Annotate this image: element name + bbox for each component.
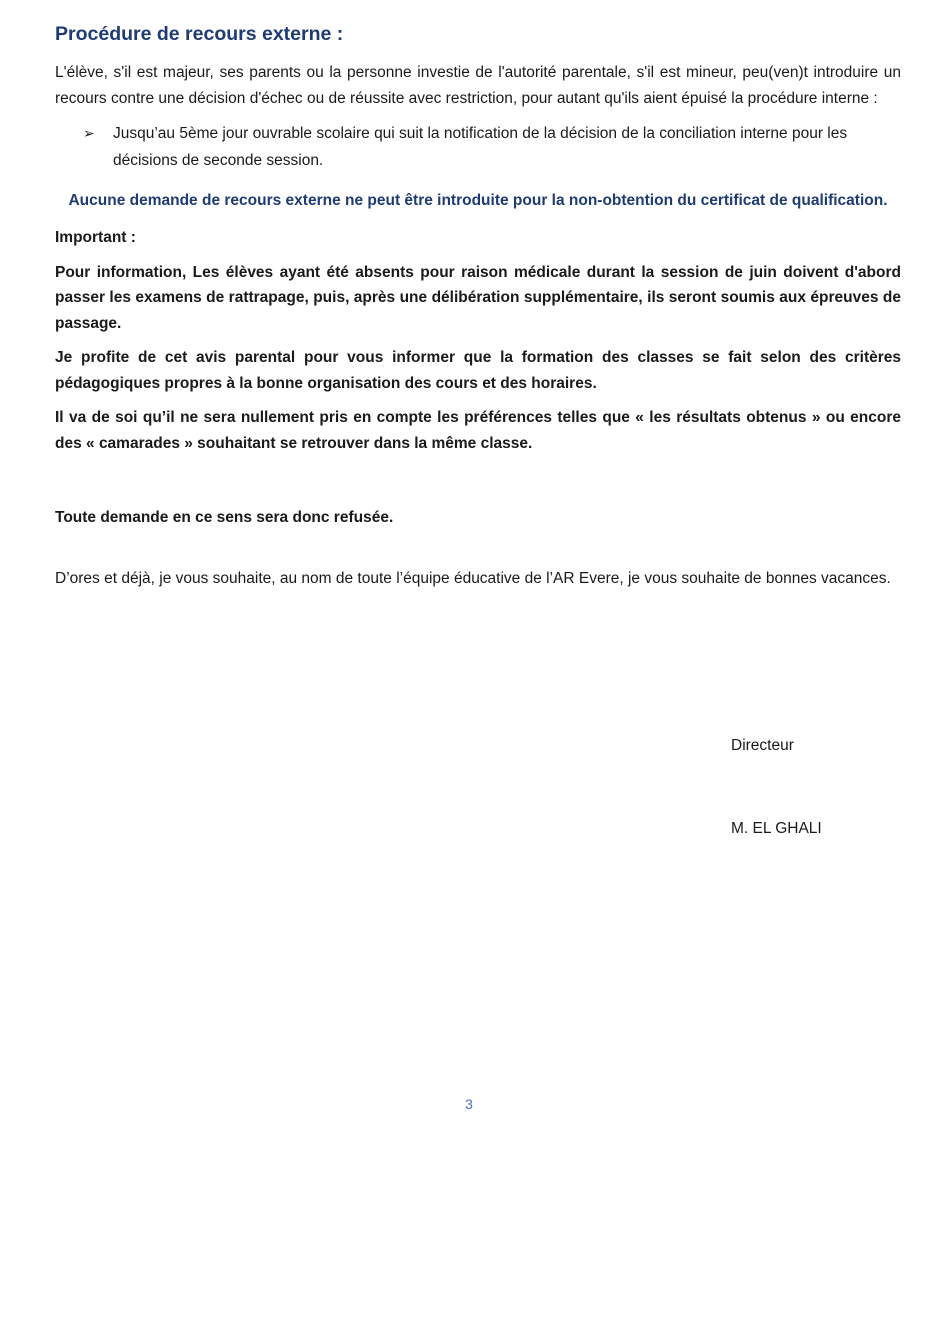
external-appeal-notice: Aucune demande de recours externe ne peut être introduite pour la non-obtention du certificat de qualification. bbox=[68, 192, 888, 209]
deadline-bullet-text: Jusqu’au 5ème jour ouvrable scolaire qui suit la notification de la décision de la conciliation interne pour les décisions de seconde session. bbox=[113, 125, 848, 169]
signature-name: M. EL GHALI bbox=[731, 820, 822, 837]
deadline-bullet bbox=[83, 120, 901, 174]
page-number: 3 bbox=[465, 1096, 473, 1112]
important-paragraph-medical: Pour information, Les élèves ayant été absents pour raison médicale durant la session de juin doivent d'abord passer les examens de rattrapage, puis, après une délibération supplémentaire, ils seront soumis aux épreuves de passage. bbox=[55, 263, 901, 332]
arrow-bullet-icon: ➢ bbox=[83, 125, 95, 141]
spacer bbox=[55, 465, 901, 505]
signature-title: Directeur bbox=[731, 737, 794, 754]
intro-paragraph: L'élève, s'il est majeur, ses parents ou la personne investie de l'autorité parentale, s'il est mineur, peu(ven)t introduire un recours contre une décision d'échec ou de réussite avec restriction, pour autant qu'ils aient épuisé la procédure interne : bbox=[55, 64, 901, 107]
spacer bbox=[55, 540, 901, 566]
important-label: Important : bbox=[55, 229, 136, 246]
section-heading: Procédure de recours externe : bbox=[55, 23, 344, 45]
document-body bbox=[55, 18, 901, 600]
closing-paragraph: D’ores et déjà, je vous souhaite, au nom de toute l’équipe éducative de l’AR Evere, je vous souhaite de bonnes vacances. bbox=[55, 569, 891, 587]
important-paragraph-classes: Je profite de cet avis parental pour vous informer que la formation des classes se fait selon des critères pédagogiques propres à la bonne organisation des cours et des horaires. bbox=[55, 349, 901, 392]
refusal-statement: Toute demande en ce sens sera donc refusée. bbox=[55, 509, 394, 526]
important-paragraph-preferences: Il va de soi qu’il ne sera nullement pris en compte les préférences telles que « les résultats obtenus » ou encore des « camarades » souhaitant se retrouver dans la même classe. bbox=[55, 409, 901, 452]
